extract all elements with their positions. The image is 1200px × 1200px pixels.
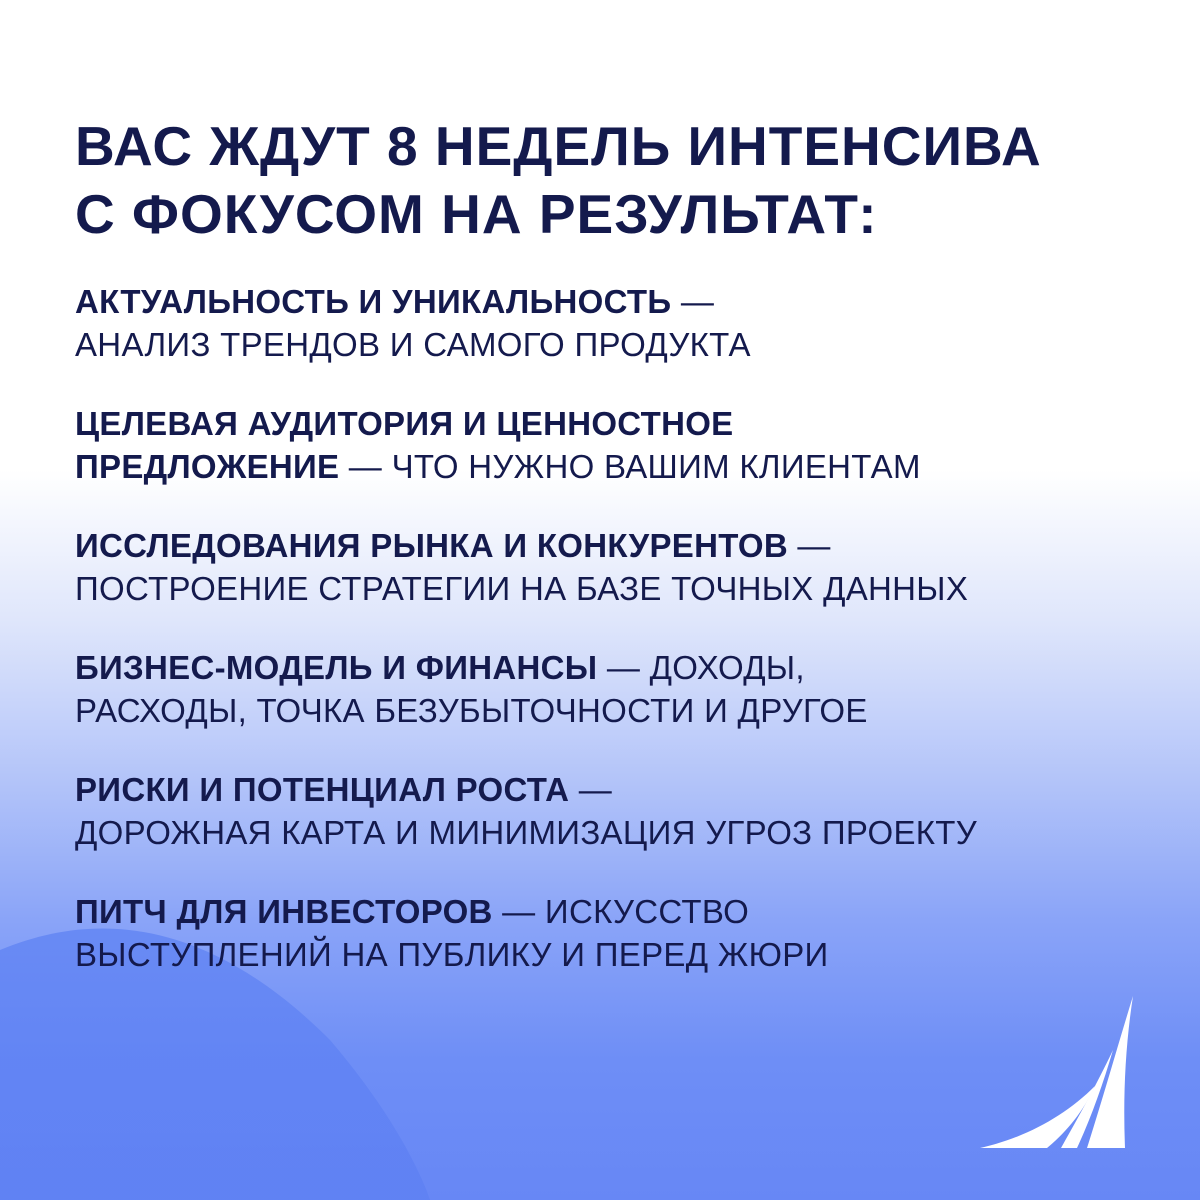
item-heading: ЦЕЛЕВАЯ АУДИТОРИЯ И ЦЕННОСТНОЕ [75, 405, 734, 442]
item-description: ПОСТРОЕНИЕ СТРАТЕГИИ НА БАЗЕ ТОЧНЫХ ДАННЫХ [75, 570, 969, 607]
item-description: ВЫСТУПЛЕНИЙ НА ПУБЛИКУ И ПЕРЕД ЖЮРИ [75, 936, 829, 973]
list-item [75, 768, 1155, 854]
item-description: — ЧТО НУЖНО ВАШИМ КЛИЕНТАМ [339, 448, 921, 485]
title-line-1: ВАС ЖДУТ 8 НЕДЕЛЬ ИНТЕНСИВА [75, 115, 1042, 177]
item-line-2 [75, 323, 1155, 366]
item-line-1 [75, 768, 1155, 811]
item-heading-continued: ПРЕДЛОЖЕНИЕ [75, 448, 340, 485]
item-dash: — ДОХОДЫ, [597, 649, 805, 686]
item-description: ДОРОЖНАЯ КАРТА И МИНИМИЗАЦИЯ УГРОЗ ПРОЕКТУ [75, 814, 978, 851]
item-line-2 [75, 445, 1155, 488]
item-line-2 [75, 689, 1155, 732]
item-dash: — [787, 527, 831, 564]
sail-logo-icon [975, 988, 1145, 1158]
item-heading: АКТУАЛЬНОСТЬ И УНИКАЛЬНОСТЬ [75, 283, 672, 320]
list-item [75, 402, 1155, 488]
page-title [75, 112, 1155, 248]
list-item [75, 524, 1155, 610]
item-dash: — [569, 771, 613, 808]
item-description: РАСХОДЫ, ТОЧКА БЕЗУБЫТОЧНОСТИ И ДРУГОЕ [75, 692, 868, 729]
title-line-2: С ФОКУСОМ НА РЕЗУЛЬТАТ: [75, 183, 878, 245]
item-line-1 [75, 524, 1155, 567]
item-heading: БИЗНЕС-МОДЕЛЬ И ФИНАНСЫ [75, 649, 598, 686]
list-item [75, 646, 1155, 732]
item-description: АНАЛИЗ ТРЕНДОВ И САМОГО ПРОДУКТА [75, 326, 751, 363]
item-line-2 [75, 567, 1155, 610]
item-line-1 [75, 890, 1155, 933]
item-heading: РИСКИ И ПОТЕНЦИАЛ РОСТА [75, 771, 570, 808]
item-dash: — ИСКУССТВО [492, 893, 750, 930]
item-line-1 [75, 280, 1155, 323]
item-heading: ИССЛЕДОВАНИЯ РЫНКА И КОНКУРЕНТОВ [75, 527, 788, 564]
list-item [75, 280, 1155, 366]
list-item [75, 890, 1155, 976]
item-line-2 [75, 933, 1155, 976]
item-line-1 [75, 646, 1155, 689]
item-heading: ПИТЧ ДЛЯ ИНВЕСТОРОВ [75, 893, 493, 930]
item-line-2 [75, 811, 1155, 854]
main-content [75, 112, 1155, 1012]
item-dash: — [671, 283, 715, 320]
item-line-1 [75, 402, 1155, 445]
